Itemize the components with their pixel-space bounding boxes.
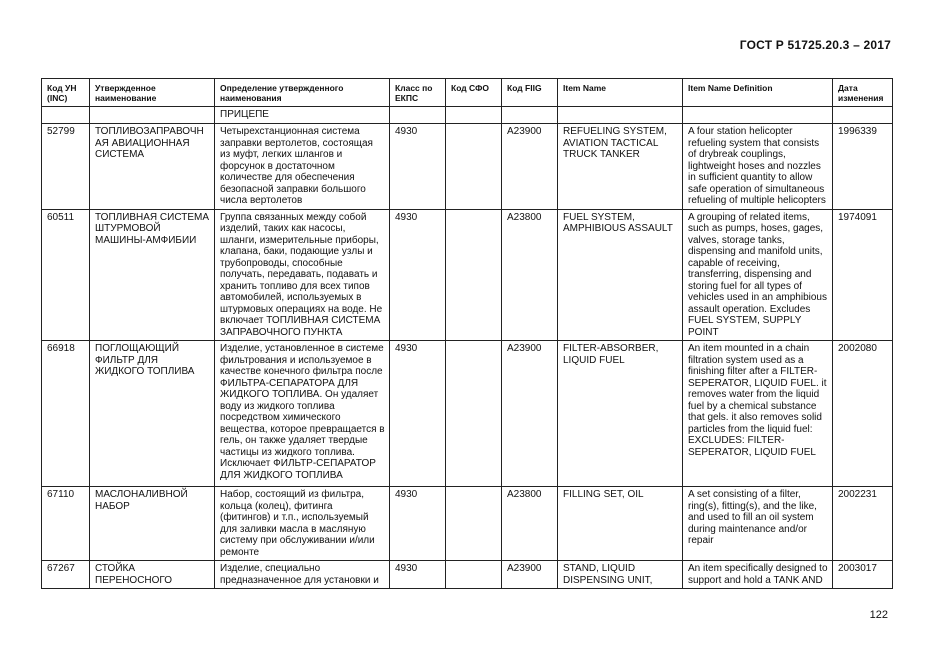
col-header-date: Дата изменения — [833, 79, 893, 107]
cell-code: 60511 — [42, 209, 90, 341]
table-row — [42, 124, 893, 210]
cell-code: 52799 — [42, 124, 90, 210]
cell-item-name: REFUELING SYSTEM, AVIATION TACTICAL TRUCK TANKER — [558, 124, 683, 210]
cell-date: 1974091 — [833, 209, 893, 341]
cell-class: 4930 — [390, 561, 446, 589]
cell-sfo — [446, 124, 502, 210]
cell-sfo — [446, 209, 502, 341]
col-header-code: Код УН (INC) — [42, 79, 90, 107]
cell-class: 4930 — [390, 209, 446, 341]
cell-code: 66918 — [42, 341, 90, 487]
cell-item-def: An item specifically designed to support and hold a TANK AND — [683, 561, 833, 589]
cell-name: ТОПЛИВНАЯ СИСТЕМА ШТУРМОВОЙ МАШИНЫ-АМФИБИИ — [90, 209, 215, 341]
cell-fiig: A23900 — [502, 124, 558, 210]
cell-name: МАСЛОНАЛИВНОЙ НАБОР — [90, 487, 215, 561]
cell-item-def: A set consisting of a filter, ring(s), fitting(s), and the like, and used to fill an oil system during maintenance and/or repair — [683, 487, 833, 561]
document-code-header: ГОСТ Р 51725.20.3 – 2017 — [739, 38, 891, 52]
cell-code: 67110 — [42, 487, 90, 561]
cell-item-name: FILLING SET, OIL — [558, 487, 683, 561]
cell-date: 2003017 — [833, 561, 893, 589]
cell-fiig: A23800 — [502, 487, 558, 561]
continuation-text: ПРИЦЕПЕ — [215, 107, 390, 124]
col-header-fiig: Код FIIG — [502, 79, 558, 107]
cell-item-name: FILTER-ABSORBER, LIQUID FUEL — [558, 341, 683, 487]
col-header-sfo: Код СФО — [446, 79, 502, 107]
cell-item-name: FUEL SYSTEM, AMPHIBIOUS ASSAULT — [558, 209, 683, 341]
table-row — [42, 341, 893, 487]
cell-class: 4930 — [390, 487, 446, 561]
cell-definition: Изделие, специально предназначенное для установки и — [215, 561, 390, 589]
cell-date: 1996339 — [833, 124, 893, 210]
table-row — [42, 561, 893, 589]
col-header-definition: Определение утвержденного наименования — [215, 79, 390, 107]
cell-definition: Изделие, установленное в системе фильтрования и используемое в качестве конечного фильтра после ФИЛЬТРА-СЕПАРАТОРА ДЛЯ ЖИДКОГО ТОПЛИВА. Он удаляет воду из жидкого топлива посредством химического вещества, которое превращается в гель, он также удаляет твердые частицы из жидкого топлива. Исключает ФИЛЬТР-СЕПАРАТОР ДЛЯ ЖИДКОГО ТОПЛИВА — [215, 341, 390, 487]
cell-name: ТОПЛИВОЗАПРАВОЧН АЯ АВИАЦИОННАЯ СИСТЕМА — [90, 124, 215, 210]
col-header-name: Утвержденное наименование — [90, 79, 215, 107]
page-number: 122 — [869, 609, 888, 621]
col-header-item-name: Item Name — [558, 79, 683, 107]
cell-item-def: A grouping of related items, such as pumps, hoses, gages, valves, storage tanks, dispensing and manifold units, capable of receiving, transferring, dispensing and storing fuel for all types of vehicles used in an amphibious assault operation. Excludes FUEL SYSTEM, SUPPLY POINT — [683, 209, 833, 341]
cell-name: ПОГЛОЩАЮЩИЙ ФИЛЬТР ДЛЯ ЖИДКОГО ТОПЛИВА — [90, 341, 215, 487]
table-row — [42, 209, 893, 341]
cell-code: 67267 — [42, 561, 90, 589]
cell-class: 4930 — [390, 341, 446, 487]
catalog-table — [41, 78, 893, 589]
cell-item-def: An item mounted in a chain filtration system used as a finishing filter after a FILTER-SEPERATOR, LIQUID FUEL. it removes water from the liquid fuel by a chemical substance that gels. it also removes solid particles from the liquid fuel: EXCLUDES: FILTER-SEPERATOR, LIQUID FUEL — [683, 341, 833, 487]
col-header-item-def: Item Name Definition — [683, 79, 833, 107]
cell-class: 4930 — [390, 124, 446, 210]
table-header-row — [42, 79, 893, 107]
cell-sfo — [446, 341, 502, 487]
table-row — [42, 487, 893, 561]
cell-date: 2002231 — [833, 487, 893, 561]
cell-definition: Набор, состоящий из фильтра, кольца (колец), фитинга (фитингов) и т.п., используемый для заливки масла в масляную систему при обслуживании и/или ремонте — [215, 487, 390, 561]
cell-fiig: A23900 — [502, 341, 558, 487]
cell-fiig: A23800 — [502, 209, 558, 341]
col-header-class: Класс по ЕКПС — [390, 79, 446, 107]
cell-item-name: STAND, LIQUID DISPENSING UNIT, — [558, 561, 683, 589]
cell-sfo — [446, 561, 502, 589]
cell-date: 2002080 — [833, 341, 893, 487]
cell-fiig: A23900 — [502, 561, 558, 589]
cell-sfo — [446, 487, 502, 561]
cell-item-def: A four station helicopter refueling system that consists of drybreak couplings, lightweight hoses and nozzles in sufficient quantity to allow safe operation of simultaneous refueling of multiple helicopters — [683, 124, 833, 210]
continuation-row — [42, 107, 893, 124]
cell-definition: Группа связанных между собой изделий, таких как насосы, шланги, измерительные приборы, клапана, баки, подающие узлы и трубопроводы, способные получать, передавать, подавать и хранить топливо для всех типов автомобилей, используемых в штурмовых операциях на воде. Не включает ТОПЛИВНАЯ СИСТЕМА ЗАПРАВОЧНОГО ПУНКТА — [215, 209, 390, 341]
cell-definition: Четырехстанционная система заправки вертолетов, состоящая из муфт, легких шлангов и форсунок в достаточном количестве для обеспечения безопасной заправки большого числа вертолетов — [215, 124, 390, 210]
cell-name: СТОЙКА ПЕРЕНОСНОГО — [90, 561, 215, 589]
